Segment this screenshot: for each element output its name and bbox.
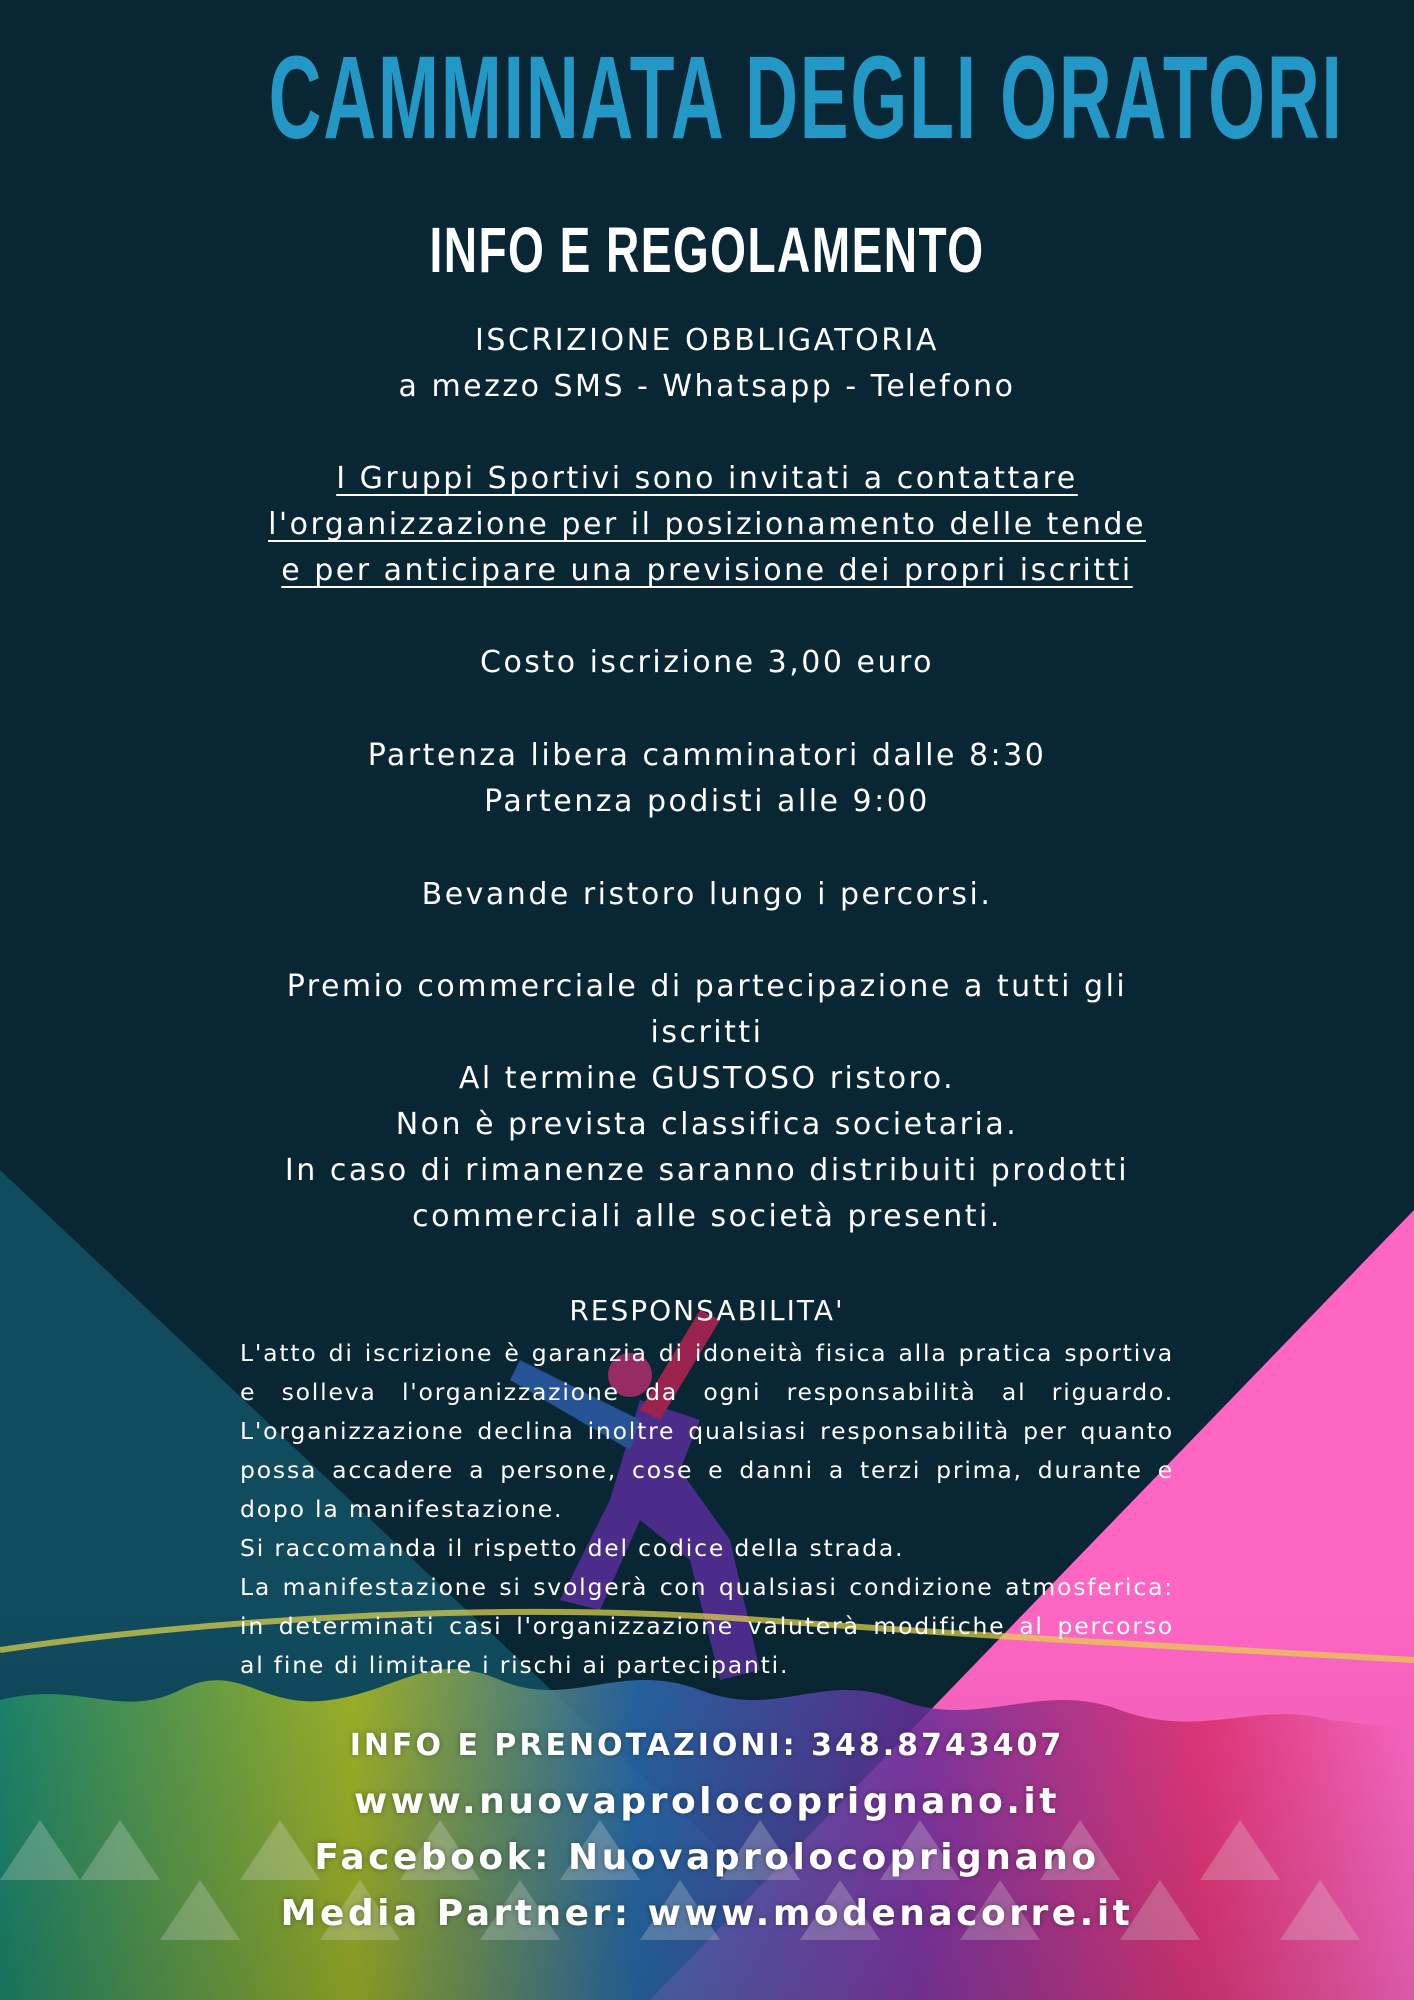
website-link[interactable]: www.nuovaprolocoprignano.it	[354, 1781, 1060, 1822]
responsibility-text	[240, 1334, 1174, 1685]
page-subtitle: INFO E REGOLAMENTO	[429, 214, 985, 286]
phone-contact: INFO E PRENOTAZIONI: 348.8743407	[349, 1728, 1065, 1763]
groups-line3: e per anticipare una previsione dei propri iscritti	[281, 553, 1133, 588]
media-partner-link[interactable]: Media Partner: www.modenacorre.it	[280, 1893, 1134, 1934]
leftovers-line1: In caso di rimanenze saranno distribuiti prodotti	[284, 1153, 1130, 1188]
registration-line1: ISCRIZIONE OBBLIGATORIA	[475, 323, 939, 358]
groups-line2: l'organizzazione per il posizionamento delle tende	[268, 507, 1146, 542]
responsibility-title: RESPONSABILITA'	[569, 1294, 845, 1327]
leftovers-line2: commerciali alle società presenti.	[412, 1199, 1002, 1234]
registration-line2: a mezzo SMS - Whatsapp - Telefono	[398, 369, 1016, 404]
responsibility-paragraph3: La manifestazione si svolgerà con qualsiasi condizione atmosferica: in determinati casi l'organizzazione valuterà modifiche al percorso al fine di limitare i rischi ai partecipanti.	[240, 1573, 1174, 1679]
start-walkers-line: Partenza libera camminatori dalle 8:30	[367, 738, 1047, 773]
prize-line1: Premio commerciale di partecipazione a tutti gli	[286, 969, 1128, 1004]
refreshment-line: Al termine GUSTOSO ristoro.	[458, 1061, 956, 1096]
drinks-line: Bevande ristoro lungo i percorsi.	[421, 877, 993, 912]
responsibility-paragraph1: L'atto di iscrizione è garanzia di idoneità fisica alla pratica sportiva e solleva l'organizzazione da ogni responsabilità al riguardo. L'organizzazione declina inoltre qualsiasi responsabilità per quanto possa accadere a persone, cose e danni a terzi prima, durante e dopo la manifestazione.	[240, 1339, 1174, 1523]
cost-line: Costo iscrizione 3,00 euro	[480, 645, 934, 680]
no-ranking-line: Non è prevista classifica societaria.	[395, 1107, 1019, 1142]
groups-line1: I Gruppi Sportivi sono invitati a contattare	[336, 461, 1078, 496]
prize-line2: iscritti	[650, 1015, 764, 1050]
start-runners-line: Partenza podisti alle 9:00	[484, 784, 930, 819]
responsibility-paragraph2: Si raccomanda il rispetto del codice della strada.	[240, 1534, 905, 1562]
page-title: CAMMINATA DEGLI ORATORI	[268, 32, 1344, 164]
facebook-link[interactable]: Facebook: Nuovaprolocoprignano	[314, 1837, 1100, 1878]
